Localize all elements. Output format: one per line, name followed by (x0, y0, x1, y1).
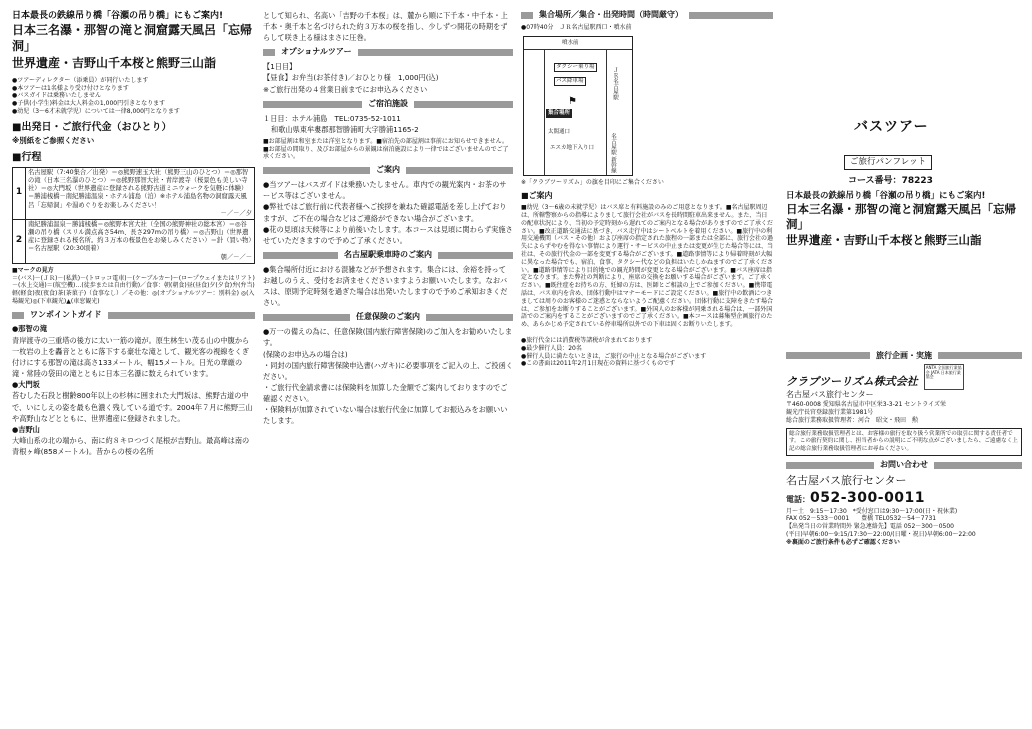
company-logo-row (786, 364, 1022, 390)
note-item: ●幼児（3～6才未就学児）については一律8,000円となります (12, 107, 180, 115)
company-manager: 総合旅行業務取扱管理者：河合 昭文・飛田 勲 (786, 416, 919, 424)
cover-title-2: 世界遺産・吉野山千本桜と熊野三山詣 (786, 233, 982, 247)
legend-heading: ■マークの見方 (12, 266, 54, 274)
departure-note: ※別紙をご参照ください (12, 136, 95, 146)
planner-heading: 旅行企画・実施 (876, 350, 932, 360)
fax-line: FAX 052－533－0001 豊橋 TEL0532－54－7731 (786, 515, 937, 523)
guide-item-text: 苔むした石段と樹齢800年以上の杉林に囲まれた大門坂は、熊野古道の中で、いにしえの姿を最も色濃く残している道です。2004年７月に熊野三山や高野山などとともに、世界遺産に登録されました。 (12, 391, 253, 423)
course-value: 78223 (901, 176, 933, 187)
insurance-heading: 任意保険のご案内 (356, 312, 420, 322)
company-address: 〒460-0008 愛知県名古屋市中区栄3-3-21 セントライズ栄 (786, 401, 947, 409)
info-heading: ■ご案内 (521, 191, 553, 201)
map-flag-icon: ⚑ (568, 95, 577, 107)
tel-number[interactable]: 052-300-0011 (810, 489, 926, 506)
back-note: ※裏面のご旅行条件も必ずご確認ください (786, 538, 900, 546)
note-item: ●子供(小学生)料金は大人料金の1,000円引きとなります (12, 100, 166, 108)
contact-center: 名古屋バス旅行センター (786, 473, 907, 487)
insurance-heading-bar (263, 312, 513, 323)
map-label-taxi: タクシー乗り場 (554, 63, 597, 72)
optional-note: ※ご旅行出発の４営業日前までにお申込みください (263, 84, 428, 94)
hotel-address: 和歌山県東牟婁郡那智勝浦町大字勝浦1165-2 (271, 124, 419, 134)
map-label-bus: バス降車場 (554, 77, 586, 86)
day-detail (26, 167, 255, 219)
map-label-esca: エスカ地下入り口 (550, 144, 595, 151)
column-4 (786, 10, 1022, 720)
manager-note: 総合旅行業務取扱管理者とは、お客様の旅行を取り扱う営業所での取引に関する責任者です。この旅行契約に関し、担当者からの説明にご不明な点がございましたら、ご遠慮なく上記の総合旅行業務取扱管理者にお尋ねください。 (786, 428, 1022, 457)
meeting-heading: 集合場所／集合・出発時間（時間厳守） (539, 10, 683, 19)
map-label-shinkansen: 名古屋駅 新幹線 (610, 132, 617, 173)
info-item: ●当ツアーはバスガイドは乗務いたしません。車内での観光案内・お茶のサービス等はございません。 (263, 180, 507, 201)
cover-subtitle: 日本最長の鉄線吊り橋「谷瀬の吊り橋」にもご案内! (786, 190, 986, 201)
insurance-text: (保険のお申込みの場合は) (263, 349, 348, 359)
day-number: 1 (13, 167, 26, 219)
legend-text: ＝(バス)－(ＪＲ)－(私鉄)－(トロッコ電車)－(ケーブルカー)～(ロープウェイまたはリフト)－(水上交通)＝(航空機)…(徒歩または自由行動)／食事：朝(朝食)昼(昼食)夕(夕食)弁(弁当)軽(軽食)夜(夜食)茶(茶菓子)（食事なし）／その他：◎(オプショナルツアー：別料金) ◎(入場観光)◎(下車観光)▲(車窓観光) (12, 274, 255, 305)
meeting-time: ●07時40分 ＪＲ名古屋駅西口・噴水前 (521, 23, 632, 31)
map-label-meeting: 集合場所 (546, 109, 572, 118)
info-text: ■幼児（3～6歳の未就学児）はバス席と有料施設のみのご用意となります。■名古屋駅周辺は、所轄警察からの指導によりまして旅行会社がバスを長時間駐車出来ません。また、当日の配車状況により、当初の予定時刻から遅れてのご案内となる場合がありますのでご了承ください。■改正道路交通法に基づき、バス走行中はシートベルトを着用ください。■旅行中の利用交通機関（バス・その他）および座席の指定された旅程の一部または全部に、旅行会社の過失によらずやむを得ない事情により運行・サービスの中止または変更が生じた場合等には、当社は、その旅行代金の一部を変更する場合がございます。■道路事情等により帰着時刻が大幅に異なった場合でも、宿泊、食事、タクシー代などの負担はいたしかねますのでご了承ください。■道路事情等により目的地での観光時間が変更となる場合がございます。■バス座席は指定となります。また弊社の判断により、座席の交換をお願いする場合がございます。ご了承ください。■既往症をお持ちの方、妊婦の方は、医師とご相談の上でご参加ください。■携帯電話は、バス車内を含め、団体行動中はマナーモードにご設定ください。■旅行中の飲酒につきましては周りのお客様のご迷惑とならないようご配慮ください。団体行動に支障をきたす場合は、ご参加をお断りすることがございます。■外国人のお客様が同乗される場合は、一部外国語でのご案内をすることがございますのでご了承ください。■本コースは募集型企画旅行のため、あらかじめ予定されている停車場所以外での下車は固くお断りいたします。 (521, 204, 773, 329)
guide-item-text: 青岸渡寺の三重塔の後方に太い一筋の滝が。原生林生い茂る山の中腹から一枚岩の上を轟音とともに落下する豪壮な滝として、観光客の視線をくぎ付けにする那智の滝は高さ133メートル、幅15メートル。日光の華厳の滝・常陸の袋田の滝とともに日本三名瀑に数えられています。 (12, 335, 250, 379)
optional-heading: オプショナルツアー (281, 47, 352, 57)
tour-title-2: 世界遺産・吉野山千本桜と熊野三山詣 (12, 55, 217, 70)
course-label: コース番号： (848, 176, 902, 187)
info-item: ●弊社ではご旅行前に代表者様へご挨拶を兼ねた確認電話を差し上げておりますが、ご不在の場合などはご連絡ができない場合がございます。 (263, 202, 507, 223)
company-logo: クラブツーリズム株式会社 (786, 375, 918, 389)
day-number: 2 (13, 219, 26, 263)
course-number (848, 175, 1022, 187)
insurance-text: ・ご旅行代金請求書には保険料を加算した金額でご案内しておりますのでご確認ください。 (263, 382, 508, 404)
meeting-map (523, 36, 633, 176)
map-label-jr-station: ＪＲ名古屋駅 (612, 66, 619, 100)
footer-note: ●旅行代金には消費税等諸税が含まれております (521, 336, 653, 344)
guide-heading-bar (12, 310, 255, 321)
footer-note: ●この書面は2011年2月1日現在の資料に基づくものです (521, 360, 676, 368)
hotel-notes: ■お部屋割は和室または洋室となります。■宿泊先の部屋割は事前にお知らせできません。■お部屋の間取り、及びお部屋からの景観は宿泊施設により一律ではございませんのでご了承ください。 (263, 137, 509, 161)
tour-subtitle: 日本最長の鉄線吊り橋「谷瀬の吊り橋」にもご案内! (12, 11, 224, 21)
info-item: ●花の見頃は天候等により前後いたします。本コースは見頃に関わらず実施させていただきますので予めご了承ください。 (263, 224, 513, 245)
map-note: ※「クラブツーリズム」の旗を目印にご集合ください (521, 178, 664, 186)
cover-title-1: 日本三名瀑・那智の滝と洞窟露天風呂「忘帰洞」 (786, 201, 1016, 232)
pamphlet-label: ご旅行パンフレット (844, 155, 932, 170)
guide-item-name: ●吉野山 (12, 424, 40, 434)
column-1 (12, 10, 255, 720)
company-branch: 名古屋バス旅行センター (786, 390, 874, 400)
phone-row (786, 489, 1022, 508)
emergency-contact: 【出発当日の営業時間外 緊急連絡先】電話 052－300－0500 (786, 523, 954, 531)
note-item: ●バスガイドは乗務いたしません (12, 92, 102, 100)
tour-notes (12, 77, 255, 116)
day-text: 名古屋駅（7:40集合／出発）＝◎熊野速玉大社（熊野三山のひとつ）＝◎那智の滝（日本三名瀑のひとつ）＝◎熊野那智大社・青岸渡寺（桜景色も美しい寺社）＝◎大門坂（世界遺産に登録される熊野古道ミニウォークを気軽に体験）＝勝浦桟橋－南紀勝浦温泉・ホテル浦島（泊）※ホテル浦島名物の洞窟露天風呂「忘帰洞」や湯めぐりをお楽しみください！ (28, 168, 249, 209)
meal-marks: 朝／－／－ (220, 253, 252, 261)
tel-label: 電話： (786, 494, 810, 504)
itinerary-table (12, 167, 255, 264)
tour-title-1: 日本三名瀑・那智の滝と洞窟露天風呂「忘帰洞」 (12, 23, 253, 54)
emergency-hours: (平日)早朝6:00～9:15/17:30～22:00/(日曜・祝日)早朝6:00～22:00 (786, 531, 976, 539)
guide-item-text: 大峰山系の北の端から、南に約８キロつづく尾根が吉野山。最高峰は南の青根ヶ峰(858メートル)。昔からの桜の名所 (12, 436, 250, 457)
nagoya-heading-bar (263, 250, 513, 261)
map-label-exit: 太閤通口 (548, 128, 571, 135)
brochure-title: バスツアー (854, 119, 929, 135)
info-heading-bar (263, 165, 513, 176)
footer-note: ●最少催行人員：20名 (521, 344, 582, 352)
table-row (13, 167, 255, 219)
hotel-line: １日目：ホテル浦島 TEL:0735-52-1011 (263, 113, 401, 123)
itinerary-heading: ■行程 (12, 152, 42, 164)
guide-heading: ワンポイントガイド (30, 309, 102, 319)
note-item: ●本ツアーは1名様より受け付けとなります (12, 84, 129, 92)
meal-marks: －／－／夕 (220, 209, 252, 217)
optional-item: 【昼食】お弁当(お茶付き)／おひとり様 1,000円(込) (263, 73, 439, 83)
insurance-text: ●万一の備えの為に、任意保険(国内旅行障害保険)のご加入をお勧めいたします。 (263, 327, 513, 348)
association-stamp: ANTA 全国旅行業協会 JATA 日本旅行業協会 (924, 364, 964, 390)
column-2 (263, 10, 513, 720)
guide-continued: として知られ、名高い「吉野の千本桜」は、麓から順に下千本・中千本・上千本・奥千本と名づけられた約３万本の桜を指し、少しずつ開花の時期をずらして咲き上る様はまさに圧巻。 (263, 11, 508, 43)
company-license: 観光庁長官登録旅行業第1981号 (786, 408, 874, 416)
note-item: ●ツアーディレクター（添乗員）が同行いたします (12, 76, 149, 84)
meeting-heading-bar (521, 10, 773, 21)
nagoya-heading: 名古屋駅乗車時のご案内 (344, 249, 432, 259)
hotel-heading: ご宿泊施設 (368, 98, 408, 108)
table-row (13, 219, 255, 263)
footer-notes (521, 337, 773, 368)
column-3 (521, 10, 773, 720)
insurance-text: ・保険料が加算されていない場合は旅行代金に加算してお振込みをお願いいたします。 (263, 405, 508, 426)
optional-heading-bar (263, 47, 513, 58)
contact-heading-bar (786, 460, 1022, 471)
insurance-text: ・同封の国内旅行障害保険申込書(ハガキ)に必要事項をご記入の上、ご投函ください。 (263, 360, 513, 381)
map-label-fountain: 噴水前 (562, 39, 579, 46)
guide-section (12, 323, 255, 457)
day-text: 南紀勝浦温泉－勝浦桟橋＝◎熊野本宮大社（全国の熊野神社の総本宮）＝◎谷瀬の吊り橋（スリル満点高さ54m、長さ297mの吊り橋）＝◎吉野山（世界遺産に登録される桜名所。約３万本の桜景色をお楽しみください）＝針（買い物）＝名古屋駅（20:30頃着） (28, 220, 252, 253)
nagoya-text: ●集合場所付近における混雑などが予想されます。集合には、余裕を持ってお越しのうえ、受付をお済ませくださいますようお願いいたします。なおバスは、原則予定時刻を過ぎた場合は出発いたしますので予めご承知おきください。 (263, 264, 508, 308)
contact-heading: お問い合わせ (880, 460, 928, 470)
guide-item-name: ●那智の滝 (12, 324, 48, 334)
hotel-heading-bar (263, 99, 513, 110)
departure-heading: ■出発日・ご旅行代金（おひとり） (12, 121, 172, 133)
guide-item-name: ●大門坂 (12, 380, 40, 390)
day-detail (26, 219, 255, 263)
footer-note: ●催行人員に満たないときは、ご旅行の中止となる場合がございます (521, 352, 707, 360)
office-hours: 月～土 9:15～17:30 *受付窓口は9:30～17:00(日・祝休業) (786, 507, 958, 515)
info-heading: ご案内 (376, 165, 400, 175)
planner-heading-bar (786, 351, 1022, 362)
optional-day: 【1日目】 (263, 62, 297, 72)
